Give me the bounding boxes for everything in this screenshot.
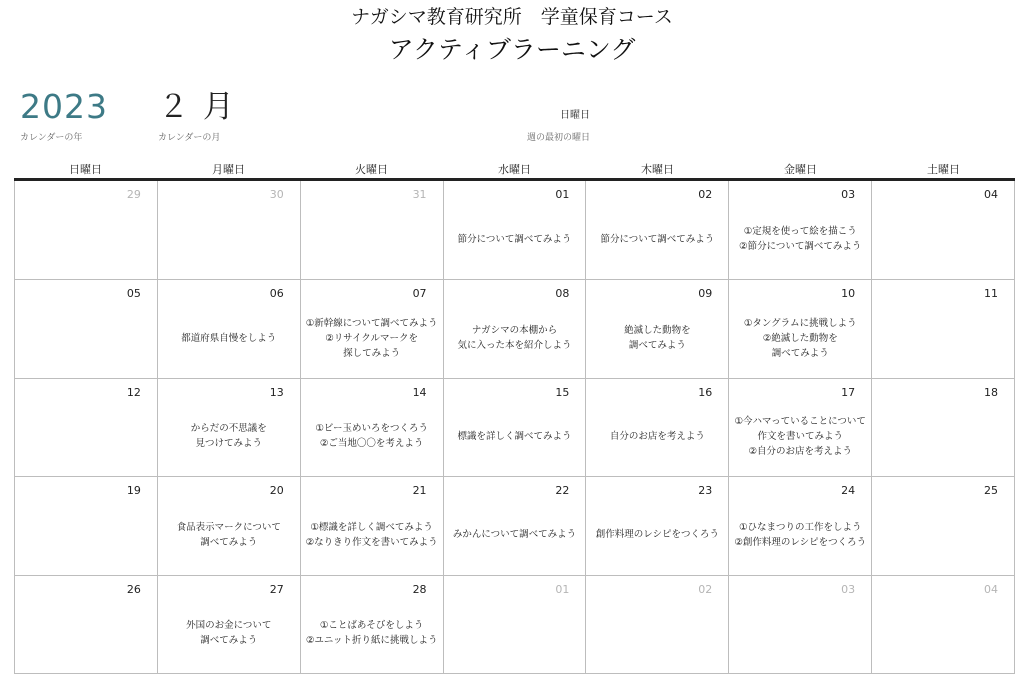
- day-activity: 食品表示マークについて 調べてみよう: [176, 521, 281, 548]
- calendar-day-cell[interactable]: [872, 378, 1015, 476]
- day-activity: ①タングラムに挑戦しよう ②絶滅した動物を 調べてみよう: [743, 317, 857, 359]
- calendar-day-cell[interactable]: [15, 181, 158, 279]
- day-number: 29: [126, 188, 141, 201]
- day-number: 18: [984, 385, 998, 399]
- calendar-month-caption: カレンダーの月: [158, 133, 221, 143]
- calendar-grid: [14, 181, 1015, 674]
- weekday-label: 水曜日: [498, 163, 531, 176]
- day-activity: 絶滅した動物を 調べてみよう: [624, 325, 691, 352]
- day-activity: ①今ハマっていることについて 作文を書いてみよう ②自分のお店を考えよう: [734, 415, 866, 457]
- week-start-block: [480, 110, 590, 143]
- calendar-day-cell[interactable]: [729, 279, 872, 377]
- day-number: 14: [412, 385, 427, 399]
- day-number: 24: [841, 484, 856, 498]
- day-number: 03: [841, 582, 856, 596]
- day-activity: 創作料理のレシピをつくろう: [595, 529, 719, 541]
- weekday-label: 日曜日: [69, 163, 102, 176]
- day-activity: 標識を詳しく調べてみよう: [457, 430, 572, 442]
- weekday-label: 金曜日: [784, 163, 817, 176]
- day-number: 12: [126, 385, 141, 399]
- day-activity: ①ビー玉めいろをつくろう ②ご当地〇〇を考えよう: [315, 423, 428, 450]
- day-number: 26: [126, 582, 141, 596]
- day-number: 30: [269, 188, 284, 201]
- calendar-day-cell[interactable]: [444, 378, 587, 476]
- calendar-day-cell[interactable]: [15, 378, 158, 476]
- calendar-day-cell[interactable]: [586, 476, 729, 574]
- day-activity: 節分について調べてみよう: [600, 233, 715, 245]
- calendar-month: ２ 月: [158, 89, 236, 125]
- calendar-day-cell[interactable]: [158, 378, 301, 476]
- calendar-day-cell[interactable]: [872, 181, 1015, 279]
- calendar-day-cell[interactable]: [729, 181, 872, 279]
- day-activity: 自分のお店を考えよう: [609, 430, 705, 442]
- calendar-day-cell[interactable]: [872, 279, 1015, 377]
- day-number: 05: [126, 287, 141, 301]
- day-activity: ナガシマの本棚から 気に入った本を紹介しよう: [457, 325, 572, 352]
- calendar-day-cell[interactable]: [729, 476, 872, 574]
- day-number: 17: [841, 385, 856, 399]
- day-number: 21: [412, 484, 427, 498]
- day-activity: ①ひなまつりの工作をしよう ②創作料理のレシピをつくろう: [734, 521, 867, 548]
- week-start-caption: 週の最初の曜日: [526, 133, 590, 143]
- calendar-day-cell[interactable]: [444, 575, 587, 673]
- day-number: 20: [269, 484, 284, 498]
- calendar-day-cell[interactable]: [444, 279, 587, 377]
- month-block: [158, 88, 236, 143]
- day-activity: ①定規を使って絵を描こう ②節分について調べてみよう: [739, 226, 862, 253]
- day-activity: 外国のお金について 調べてみよう: [186, 620, 272, 647]
- day-number: 04: [984, 188, 998, 201]
- calendar-day-cell[interactable]: [729, 575, 872, 673]
- day-number: 27: [269, 582, 284, 596]
- day-number: 16: [698, 385, 713, 399]
- day-number: 28: [412, 582, 427, 596]
- day-number: 07: [412, 287, 427, 301]
- calendar-day-cell[interactable]: [15, 279, 158, 377]
- calendar-day-cell[interactable]: [872, 476, 1015, 574]
- calendar-day-cell[interactable]: [586, 575, 729, 673]
- calendar-day-cell[interactable]: [158, 181, 301, 279]
- weekday-label: 木曜日: [641, 163, 674, 176]
- day-number: 31: [412, 188, 427, 201]
- year-block: [20, 88, 108, 143]
- day-number: 23: [698, 484, 713, 498]
- calendar-day-cell[interactable]: [301, 575, 444, 673]
- calendar-day-cell[interactable]: [444, 181, 587, 279]
- weekday-label: 月曜日: [212, 163, 245, 176]
- calendar-year: 2023: [20, 87, 108, 126]
- day-number: 25: [984, 484, 998, 498]
- calendar-day-cell[interactable]: [158, 476, 301, 574]
- calendar-day-cell[interactable]: [301, 476, 444, 574]
- calendar-day-cell[interactable]: [158, 279, 301, 377]
- calendar-day-cell[interactable]: [444, 476, 587, 574]
- day-number: 03: [841, 188, 856, 201]
- calendar-day-cell[interactable]: [158, 575, 301, 673]
- day-number: 19: [126, 484, 141, 498]
- day-number: 15: [555, 385, 570, 399]
- page-header: [0, 4, 1024, 68]
- day-number: 01: [555, 188, 570, 201]
- calendar-day-cell[interactable]: [15, 575, 158, 673]
- day-number: 13: [269, 385, 284, 399]
- calendar-year-caption: カレンダーの年: [20, 133, 83, 143]
- calendar-day-cell[interactable]: [729, 378, 872, 476]
- calendar-day-cell[interactable]: [15, 476, 158, 574]
- day-activity: からだの不思議を 見つけてみよう: [190, 423, 267, 450]
- weekday-header-row: [14, 163, 1015, 177]
- day-number: 22: [555, 484, 570, 498]
- day-number: 04: [984, 582, 998, 596]
- day-activity: みかんについて調べてみよう: [452, 529, 577, 541]
- organization-title: ナガシマ教育研究所 学童保育コース: [351, 6, 673, 28]
- day-number: 02: [698, 582, 713, 596]
- calendar-day-cell[interactable]: [586, 181, 729, 279]
- day-activity: 都道府県自慢をしよう: [181, 332, 277, 344]
- calendar-day-cell[interactable]: [301, 181, 444, 279]
- calendar-day-cell[interactable]: [586, 279, 729, 377]
- day-activity: ①ことばあそびをしよう ②ユニット折り紙に挑戦しよう: [305, 620, 438, 647]
- day-number: 10: [841, 287, 856, 301]
- week-start-value: 日曜日: [560, 110, 590, 121]
- day-activity: ①標識を詳しく調べてみよう ②なりきり作文を書いてみよう: [305, 521, 438, 548]
- day-number: 08: [555, 287, 570, 301]
- calendar-day-cell[interactable]: [301, 378, 444, 476]
- calendar-day-cell[interactable]: [301, 279, 444, 377]
- day-number: 01: [555, 582, 570, 596]
- weekday-label: 土曜日: [927, 163, 960, 176]
- weekday-label: 火曜日: [355, 163, 388, 176]
- calendar-day-cell[interactable]: [586, 378, 729, 476]
- calendar-day-cell[interactable]: [872, 575, 1015, 673]
- day-number: 06: [269, 287, 284, 301]
- course-title: アクティブラーニング: [388, 35, 636, 64]
- day-number: 11: [984, 287, 998, 301]
- day-number: 09: [698, 287, 713, 301]
- day-number: 02: [698, 188, 713, 201]
- day-activity: 節分について調べてみよう: [457, 233, 572, 245]
- day-activity: ①新幹線について調べてみよう ②リサイクルマークを 探してみよう: [305, 317, 438, 359]
